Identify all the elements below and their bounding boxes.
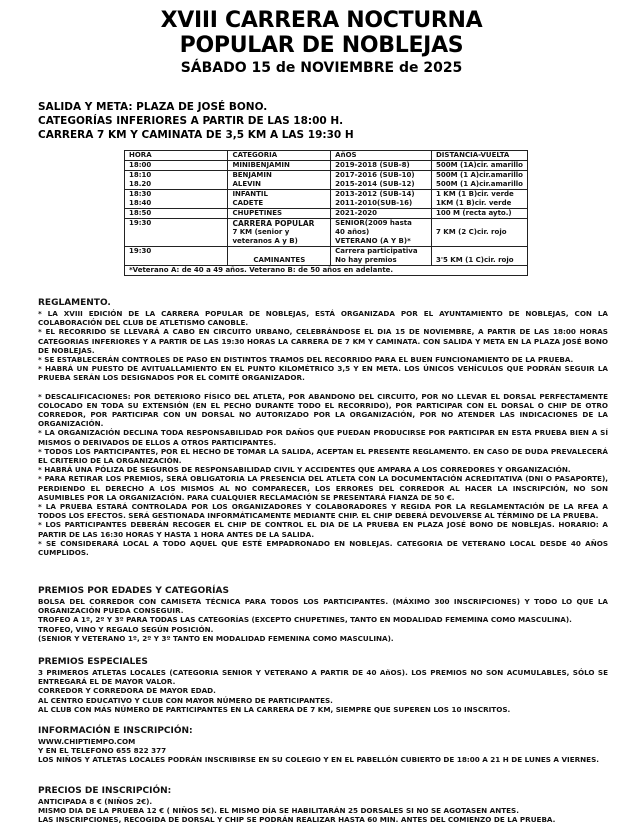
anos-value: 2015-2014 (SUB-12) — [335, 180, 415, 188]
premio-item: BOLSA DEL CORREDOR CON CAMISETA TÉCNICA PARA TODOS LOS PARTICIPANTES. (MÁXIMO 300 INSCRIPCIONES) Y TODO LO QUE LA ORGANIZACIÓN PUEDA CONSEGUIR. — [38, 597, 608, 616]
cell-hora — [125, 219, 228, 247]
cell-hora — [125, 247, 228, 266]
anos-value: Carrera participativa — [335, 247, 418, 255]
anos-value: VETERANO (A Y B)* — [335, 237, 411, 245]
hora-value: 18:40 — [129, 199, 152, 207]
categoria-value: BENJAMIN — [232, 171, 272, 179]
hora-value: 18:00 — [129, 161, 152, 169]
categoria-value: CARRERA POPULAR — [232, 219, 315, 228]
inscripcion-note: LOS NIÑOS Y ATLETAS LOCALES PODRÁN INSCRIBIRSE EN SU COLEGIO Y EN EL PABELLÓN CUBIERTO DE 18:00 A 21 H DE LUNES A VIERNES. — [38, 755, 600, 765]
veterano-footnote: *Veterano A: de 40 a 49 años. Veterano B: de 50 años en adelante. — [125, 266, 528, 276]
cell-categoria — [228, 161, 331, 171]
header-anos: AñOS — [331, 151, 432, 161]
categoria-value: CHUPETINES — [232, 209, 283, 217]
cell-hora — [125, 161, 228, 171]
anos-value: No hay premios — [335, 256, 397, 264]
header-hora: HORA — [125, 151, 228, 161]
distancia-value: 3'5 KM (1 C)cir. rojo — [435, 256, 514, 264]
cell-anos — [331, 161, 432, 171]
especial-item: AL CLUB CON MÁS NÚMERO DE PARTICIPANTES EN LA CARRERA DE 7 KM, SIEMPRE QUE SUPEREN LOS 10 INSCRITOS. — [38, 704, 511, 714]
cell-anos — [331, 219, 432, 247]
cell-categoria — [228, 247, 331, 266]
cell-categoria — [228, 209, 331, 219]
header-categoria: CATEGORIA — [228, 151, 331, 161]
cell-hora — [125, 209, 228, 219]
lower-categories-time: CATEGORÍAS INFERIORES A PARTIR DE LAS 18:00 H. — [38, 115, 344, 127]
website-link[interactable]: WWW.CHIPTIEMPO.COM — [38, 737, 136, 746]
especial-item: AL CENTRO EDUCATIVO Y CLUB CON MAYOR NÚMERO DE PARTICIPANTES. — [38, 695, 333, 705]
distancia-value: 500M (1 A)cir.amarillo — [435, 171, 523, 179]
cell-distancia — [431, 190, 527, 209]
title-line-1: XVIII CARRERA NOCTURNA — [160, 8, 483, 33]
especiales-heading: PREMIOS ESPECIALES — [38, 657, 148, 667]
precio-item: LAS INSCRIPCIONES, RECOGIDA DE DORSAL Y CHIP SE PODRÁN REALIZAR HASTA 60 MIN. ANTES DEL COMIENZO DE LA PRUEBA. — [38, 815, 556, 825]
rule-item: * LA PRUEBA ESTARÁ CONTROLADA POR LOS ORGANIZADORES Y COLABORADORES Y REGIDA POR LA REGLAMENTACIÓN DE LA RFEA A TODOS LOS EFECTOS. SERÁ GESTIONADA INFORMÁTICAMENTE MEDIANTE CHIP. EL CHIP DEBERÁ DEVOLVERSE AL TÉRMINO DE LA PRUEBA. — [38, 502, 608, 521]
cell-distancia — [431, 209, 527, 219]
rule-item: * HABRÁ UNA PÓLIZA DE SEGUROS DE RESPONSABILIDAD CIVIL Y ACCIDENTES QUE AMPARA A LOS CORREDORES Y ORGANIZACIÓN. — [38, 465, 571, 475]
hora-value: 18.20 — [129, 180, 152, 188]
rule-item: * LA XVIII EDICIÓN DE LA CARRERA POPULAR DE NOBLEJAS, ESTÁ ORGANIZADA POR EL AYUNTAMIENTO DE NOBLEJAS, CON LA COLABORACIÓN DEL CLUB DE ATLETISMO CANOBLE. — [38, 309, 608, 328]
distancia-value: 1KM (1 B)cir. verde — [435, 199, 512, 207]
reglamento-heading: REGLAMENTO. — [38, 298, 111, 308]
categoria-value: 7 KM (senior y — [232, 228, 290, 236]
table-row — [125, 209, 528, 219]
anos-value: SENIOR(2009 hasta — [335, 219, 412, 227]
table-row — [125, 247, 528, 266]
rule-item: * HABRÁ UN PUESTO DE AVITUALLAMIENTO EN EL PUNTO KILOMÉTRICO 3,5 Y EN META. LOS ÚNICOS VEHÍCULOS QUE PODRÁN SEGUIR LA PRUEBA SERÁN LOS DESIGNADOS POR EL COMITÉ ORGANIZADOR. — [38, 364, 608, 383]
categoria-value: MINIBENJAMIN — [232, 161, 290, 169]
cell-anos — [331, 190, 432, 209]
premios-section — [38, 586, 608, 643]
especial-item: 3 PRIMEROS ATLETAS LOCALES (CATEGORIA SENIOR Y VETERANO A PARTIR DE 40 AñOS). LOS PREMIOS NO SON ACUMULABLES, SÓLO SE ENTREGARÁ EL DE MAYOR VALOR. — [38, 668, 608, 687]
precio-item: MISMO DIA DE LA PRUEBA 12 € ( NIÑOS 5€). EL MISMO DÍA SE HABILITARÁN 25 DORSALES SI NO SE AGOTASEN ANTES. — [38, 806, 519, 816]
distancia-value: 100 M (recta ayto.) — [435, 209, 512, 217]
title-line-2: POPULAR DE NOBLEJAS — [179, 33, 464, 58]
categoria-value: INFANTIL — [232, 190, 268, 198]
anos-value: 2021-2020 — [335, 209, 378, 217]
cell-distancia — [431, 161, 527, 171]
cell-distancia — [431, 247, 527, 266]
cell-categoria — [228, 171, 331, 190]
table-row — [125, 190, 528, 209]
cell-distancia — [431, 171, 527, 190]
anos-value: 40 años) — [335, 228, 370, 236]
categoria-value: veteranos A y B) — [232, 237, 298, 245]
distancia-value: 500M (1 A)cir.amarillo — [435, 180, 523, 188]
event-date: SÁBADO 15 de NOVIEMBRE de 2025 — [180, 60, 463, 76]
anos-value: 2017-2016 (SUB-10) — [335, 171, 415, 179]
rule-item: * SE CONSIDERARÁ LOCAL A TODO AQUEL QUE ESTÉ EMPADRONADO EN NOBLEJAS. CATEGORIA DE VETERANO LOCAL DESDE 40 AÑOS CUMPLIDOS. — [38, 538, 608, 558]
reglamento-section — [38, 298, 608, 557]
cell-categoria — [228, 190, 331, 209]
distancia-value: 1 KM (1 B)cir. verde — [435, 190, 514, 198]
premios-heading: PREMIOS POR EDADES Y CATEGORÍAS — [38, 586, 229, 596]
cell-anos — [331, 209, 432, 219]
distancia-value: 500M (1A)cir. amarillo — [435, 161, 523, 169]
rule-item: * SE ESTABLECERÁN CONTROLES DE PASO EN DISTINTOS TRAMOS DEL RECORRIDO PARA EL BUEN FUNCIONAMIENTO DE LA PRUEBA. — [38, 355, 574, 365]
rule-item: * DESCALIFICACIONES: POR DETERIORO FÍSICO DEL ATLETA, POR ABANDONO DEL CIRCUITO, POR NO LLEVAR EL DORSAL PERFECTAMENTE COLOCADO EN TODA SU EXTENSIÓN (EN EL PECHO DURANTE TODO EL RECORRIDO), POR PARTICIPAR CON EL DORSAL O CHIP DE OTRO CORREDOR, POR PARTICIPAR CON UN DORSAL NO AUTORIZADO POR LA ORGANIZACIÓN, POR NO ATENDER LAS INDICACIONES DE LA ORGANIZACIÓN. — [38, 391, 608, 429]
table-row — [125, 161, 528, 171]
distancia-value: 7 KM (2 C)cir. rojo — [435, 228, 507, 236]
anos-value: 2013-2012 (SUB-14) — [335, 190, 415, 198]
categoria-value: CADETE — [232, 199, 264, 207]
main-race-time: CARRERA 7 KM Y CAMINATA DE 3,5 KM A LAS 19:30 H — [38, 129, 354, 141]
cell-hora — [125, 171, 228, 190]
hora-value: 18:50 — [129, 209, 152, 217]
premio-item: TROFEO A 1º, 2º Y 3º PARA TODAS LAS CATEGORÍAS (EXCEPTO CHUPETINES, TANTO EN MODALIDAD FEMEMINA COMO MASCULINA). — [38, 615, 572, 625]
cell-distancia — [431, 219, 527, 247]
anos-value: 2011-2010(SUB-16) — [335, 199, 413, 207]
hora-value: 18:30 — [129, 190, 152, 198]
categoria-value: ALEVIN — [232, 180, 261, 188]
premios-especiales-section — [38, 657, 608, 714]
table-row — [125, 219, 528, 247]
rule-item: * TODOS LOS PARTICIPANTES, POR EL HECHO DE TOMAR LA SALIDA, ACEPTAN EL PRESENTE REGLAMENTO. EN CASO DE DUDA PREVALECERÁ EL CRITERIO DE LA ORGANIZACIÓN. — [38, 446, 608, 466]
precios-heading: PRECIOS DE INSCRIPCIÓN: — [38, 786, 172, 796]
rule-item: * LOS PARTICIPANTES DEBERÁN RECOGER EL CHIP DE CONTROL EL DIA DE LA PRUEBA EN PLAZA JOSÉ BONO DE NOBLEJAS. HORARIO: A PARTIR DE LAS 16:30 HORAS Y HASTA 1 HORA ANTES DE LA SALIDA. — [38, 520, 608, 539]
categoria-value: CAMINANTES — [253, 256, 306, 264]
header-distancia: DISTANCIA-VUELTA — [431, 151, 527, 161]
schedule-table — [124, 150, 528, 276]
rule-item: * EL RECORRIDO SE LLEVARÁ A CABO EN CIRCUITO URBANO, CELEBRÁNDOSE EL DIA 15 DE NOVIEMBRE, A PARTIR DE LAS 18:00 HORAS CATEGORIAS INFERIORES Y A PARTIR DE LAS 19:30 HORAS LA CARRERA DE 7 KM Y CAMINATA. CON SALIDA Y META EN LA PLAZA JOSÉ BONO DE NOBLEJAS. — [38, 327, 608, 355]
hora-value: 18:10 — [129, 171, 152, 179]
phone-line: Y EN EL TELEFONO 655 822 377 — [38, 746, 167, 756]
table-footnote-row — [125, 266, 528, 276]
cell-anos — [331, 247, 432, 266]
table-header-row — [125, 151, 528, 161]
premio-item: (SENIOR Y VETERANO 1º, 2º Y 3º TANTO EN MODALIDAD FEMENINA COMO MASCULINA). — [38, 633, 394, 643]
especial-item: CORREDOR Y CORREDORA DE MAYOR EDAD. — [38, 686, 216, 696]
precio-item: ANTICIPADA 8 € (NIÑOS 2€). — [38, 797, 153, 806]
hora-value: 19:30 — [129, 219, 152, 227]
cell-hora — [125, 190, 228, 209]
event-info — [38, 100, 354, 142]
cell-anos — [331, 171, 432, 190]
start-finish-location: SALIDA Y META: PLAZA DE JOSÉ BONO. — [38, 101, 268, 113]
rule-item: * PARA RETIRAR LOS PREMIOS, SERÁ OBLIGATORIA LA PRESENCIA DEL ATLETA CON LA DOCUMENTACIÓN ACREDITATIVA (DNI O PASAPORTE), PERDIENDO EL DERECHO A LOS MISMOS AL NO COMPARECER, LOS ERRORES DEL CORREDOR AL HACER LA INSCRIPCIÓN, NO SON ASUMIBLES POR LA ORGANIZACIÓN. PARA CUALQUIER RECLAMACIÓN SE PRESENTARÁ FIANZA DE 50 €. — [38, 474, 608, 502]
hora-value: 19:30 — [129, 247, 152, 255]
table-row — [125, 171, 528, 190]
anos-value: 2019-2018 (SUB-8) — [335, 161, 410, 169]
inscripcion-section — [38, 726, 608, 765]
precios-section — [38, 786, 608, 825]
premio-item: TROFEO, VINO Y REGALO SEGÚN POSICIÓN. — [38, 624, 214, 634]
cell-categoria — [228, 219, 331, 247]
inscripcion-heading: INFORMACIÓN E INSCRIPCIÓN: — [38, 726, 193, 736]
rule-item: * LA ORGANIZACIÓN DECLINA TODA RESPONSABILIDAD POR DAÑOS QUE PUEDAN PRODUCIRSE POR PARTICIPAR EN ESTA PRUEBA BIEN A SÍ MISMOS O DERIVADOS DE ELLOS A OTROS PARTICIPANTES. — [38, 428, 608, 447]
